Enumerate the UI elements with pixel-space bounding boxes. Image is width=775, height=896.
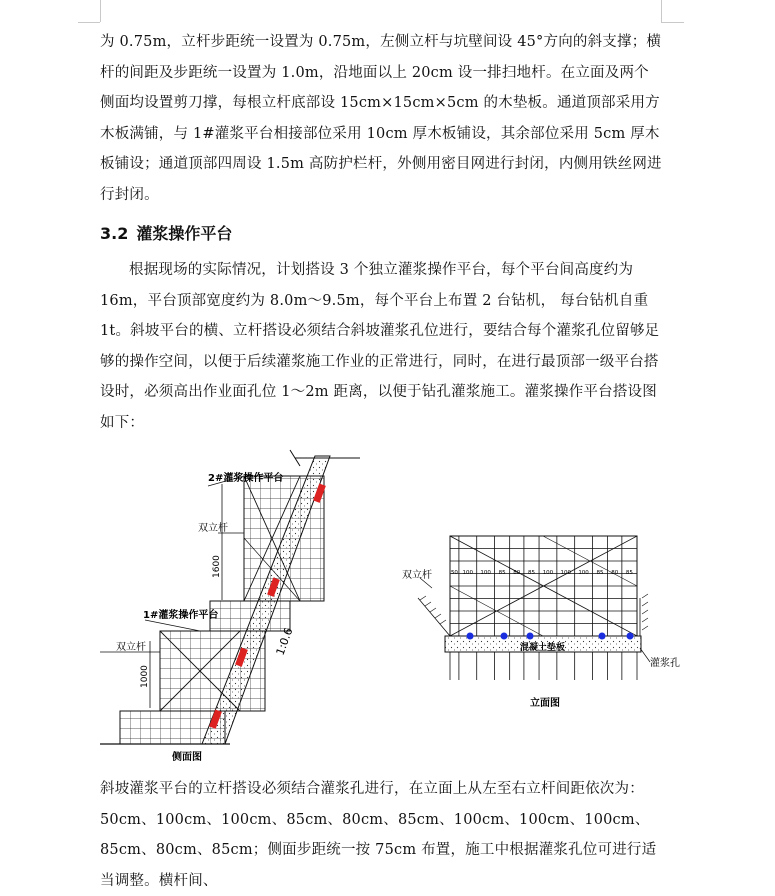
label-double-pole-elev: 双立杆 (402, 570, 432, 581)
spacing-label: 80 (513, 570, 521, 576)
paragraph-grout-platform: 根据现场的实际情况，计划搭设 3 个独立灌浆操作平台，每个平台间高度约为 16m，平台顶部宽度约为 8.0m～9.5m，每个平台上布置 2 台钻机， 每台钻机自重 1t。斜坡平台的横、立杆搭设必须结合斜坡灌浆孔位进行，要结合每个灌浆孔位留够足够的操作空间，以便于后续灌浆施工作业的正常进行，同时，在进行最顶部一级平台搭设时，必须高出作业面孔位 1～2m 距离，以便于钻孔灌浆施工。灌浆操作平台搭设图如下： (100, 262, 660, 431)
label-dim-1600: 1600 (212, 555, 222, 578)
label-double-pole-upper: 双立杆 (198, 523, 228, 534)
section-number: 3.2 (100, 224, 129, 243)
spacing-label: 85 (625, 570, 633, 576)
label-grout-hole: 灌浆孔 (650, 658, 680, 669)
label-platform-1: 1#灌浆操作平台 (143, 610, 219, 621)
platform-2-scaffold (244, 476, 324, 601)
spacing-label: 85 (527, 570, 535, 576)
platform-1-scaffold (160, 631, 265, 711)
page-corner-mark-left-h (78, 22, 100, 23)
spacing-label: 100 (480, 570, 491, 576)
platform-2-lower-scaffold (210, 601, 290, 631)
spacing-label: 85 (596, 570, 604, 576)
label-dim-1000: 1000 (140, 665, 150, 688)
label-platform-2: 2#灌浆操作平台 (208, 473, 284, 484)
elevation-view-drawing (402, 536, 680, 709)
spacing-label: 100 (542, 570, 554, 576)
page-corner-mark-right (661, 0, 684, 23)
paragraph-pole-spacing: 斜坡灌浆平台的立杆搭设必须结合灌浆孔进行，在立面上从左至右立杆间距依次为：50cm、100cm、100cm、85cm、80cm、85cm、100cm、100cm、100cm、85cm、80cm、85cm；侧面步距统一按 75cm 布置，施工中根据灌浆孔位可进行适当调整。横杆间、 (100, 781, 657, 889)
spacing-label: 80 (611, 570, 619, 576)
spacing-label: 100 (560, 570, 572, 576)
paragraph-scaffold-spec: 为 0.75m，立杆步距统一设置为 0.75m，左侧立杆与坑壁间设 45°方向的斜支撑；横杆的间距及步距统一设置为 1.0m，沿地面以上 20cm 设一排扫地杆。在立面及两个侧面均设置剪刀撑，每根立杆底部设 15cm×15cm×5cm 的木垫板。通道顶部采用方木板满铺，与 1#灌浆平台相接部位采用 10cm 厚木板铺设，其余部位采用 5cm 厚木板铺设；通道顶部四周设 1.5m 高防护栏杆，外侧用密目网进行封闭，内侧用铁丝网进行封闭。 (100, 34, 662, 203)
scaffold-figure (0, 448, 775, 778)
side-view-drawing (100, 450, 360, 763)
caption-side-view: 侧面图 (172, 752, 202, 763)
label-slope-ratio: 1:0.6 (273, 626, 296, 658)
spacing-label: 100 (578, 570, 589, 576)
label-double-pole-lower: 双立杆 (116, 642, 146, 653)
ground-scaffold (120, 711, 225, 744)
section-title: 灌浆操作平台 (136, 224, 233, 243)
spacing-label: 100 (462, 570, 474, 576)
page-corner-mark-left (100, 0, 101, 22)
spacing-label: 85 (498, 570, 506, 576)
section-heading (100, 219, 232, 249)
caption-elevation-view: 立面图 (530, 698, 560, 709)
spacing-label: 50 (450, 570, 458, 576)
label-concrete-slab: 混凝土垫板 (520, 643, 566, 653)
